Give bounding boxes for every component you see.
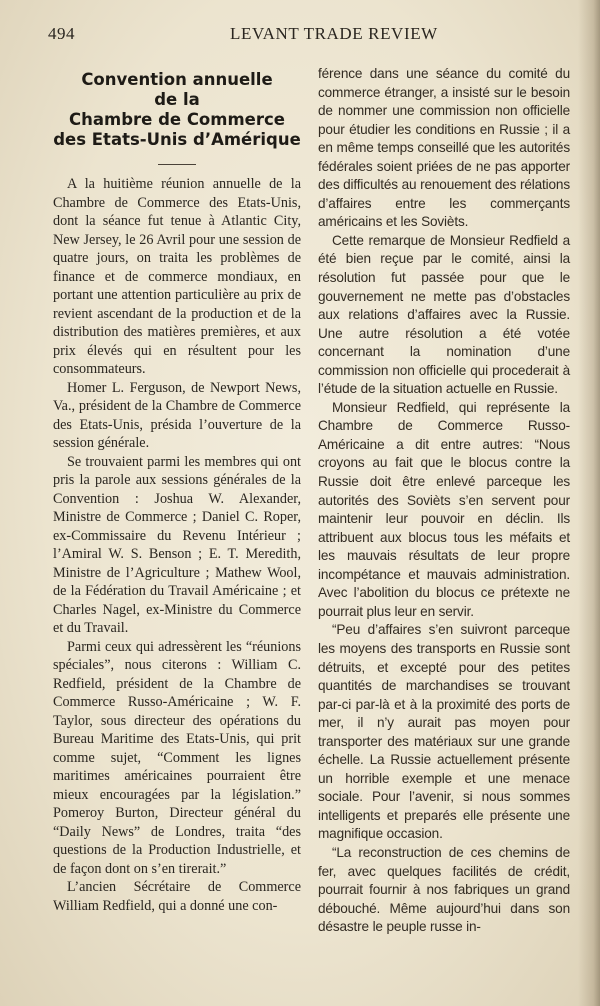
- title-line: Chambre de Commerce: [69, 110, 285, 129]
- page-edge-shadow: [578, 0, 600, 1006]
- running-head: LEVANT TRADE REVIEW: [230, 24, 438, 43]
- title-line: des Etats-Unis d’Amérique: [53, 130, 301, 149]
- paragraph: Homer L. Ferguson, de Newport News, Va., président de la Chambre de Commerce des Etats-Unis, présida l’ouverture de la session générale.: [53, 379, 301, 451]
- paragraph: Monsieur Redfield, qui représente la Chambre de Commerce Russo-Américaine a dit entre autres: “Nous croyons au fait que le blocus contre la Russie doit être enlevé parceque les autorités des Sovièts s’en servent pour maintenir leur pouvoir en déclin. Ils attribuent aux blocus tous les méfaits et les mauvais résultats de leur propre incompétance et mauvais administration. Avec l’abolition du blocus ce prétexte ne pourrait plus leur en servir.: [318, 399, 570, 619]
- paragraph: “La reconstruction de ces chemins de fer, avec quelques facilités de crédit, pourrait fournir à nos fabriques un grand débouché. Même aujourd’hui dans son désastre le peuple russe in-: [318, 844, 570, 935]
- left-column: [53, 64, 301, 915]
- title-line: de la: [154, 90, 200, 109]
- article-title: [53, 70, 301, 150]
- title-line: Convention annuelle: [81, 70, 273, 89]
- page-header: [48, 24, 548, 46]
- paragraph: A la huitième réunion annuelle de la Chambre de Commerce des Etats-Unis, dont la séance fut tenue à Atlantic City, New Jersey, le 26 Avril pour une session de quatre jours, on traita les problèmes de finance et de commerce mondiaux, en portant une attention particulière au prix de revient ascendant de la production et de la distribution des matières premières, et aux prix élevés qui en résultent pour les consommateurs.: [53, 176, 301, 377]
- paragraph: férence dans une séance du comité du commerce étranger, a insisté sur le besoin de nommer une commission non officielle pour étudier les conditions en Russie ; il a en même temps conseillé que les autorités fédérales soient priées de ne pas apporter des difficultés au renouement des rélations d’affaires entre les commerçants américains et les Sovièts.: [318, 66, 570, 230]
- paragraph: Cette remarque de Monsieur Redfield a été bien reçue par le comité, ainsi la résolution fut passée pour que le gouvernement ne mette pas d’obstacles aux relations d’affaires avec la Russie. Une autre résolution a été votée concernant la nomination d’une commission non officielle qui procederait à l’étude de la situation actuelle en Russie.: [318, 232, 570, 397]
- page-number: 494: [48, 24, 75, 43]
- paragraph: L’ancien Sécrétaire de Commerce William Redfield, qui a donné une con-: [53, 879, 301, 914]
- paragraph: Se trouvaient parmi les membres qui ont pris la parole aux sessions générales de la Convention : Joshua W. Alexander, Ministre de Commerce ; Daniel C. Roper, ex-Commissaire du Revenu Intérieur ; l’Amiral W. S. Benson ; E. T. Meredith, Ministre de l’Agriculture ; Mathew Wool, de la Fédération du Travail Américaine ; et Charles Nagel, ex-Ministre du Commerce et du Travail.: [53, 453, 301, 636]
- title-divider: [158, 164, 196, 165]
- paragraph: “Peu d’affaires s’en suivront parceque les moyens des transports en Russie sont détruits, et excepté pour des petites quantités de marchandises se trouvant par-ci par-là et à la proximité des ports de mer, il n’y aurait pas moyen pour transporter des matériaux sur une grande échelle. La Russie actuellement présente un horrible exemple et une menace sociale. Pour l’avenir, si nous sommes intelligents et preparés elle présente une magnifique occasion.: [318, 622, 570, 842]
- right-column: [318, 65, 570, 937]
- paragraph: Parmi ceux qui adressèrent les “réunions spéciales”, nous citerons : William C. Redfield, président de la Chambre de Commerce Russo-Américaine ; W. F. Taylor, sous directeur des opérations du Bureau Maritime des Etats-Unis, qui prit comme sujet, “Comment les lignes maritimes américaines pourraient être mieux encouragées par la législation.” Pomeroy Burton, Directeur général du “Daily News” de Londres, traita “des questions de la Production Industrielle, et de façon dont on s’en tirerait.”: [53, 638, 301, 877]
